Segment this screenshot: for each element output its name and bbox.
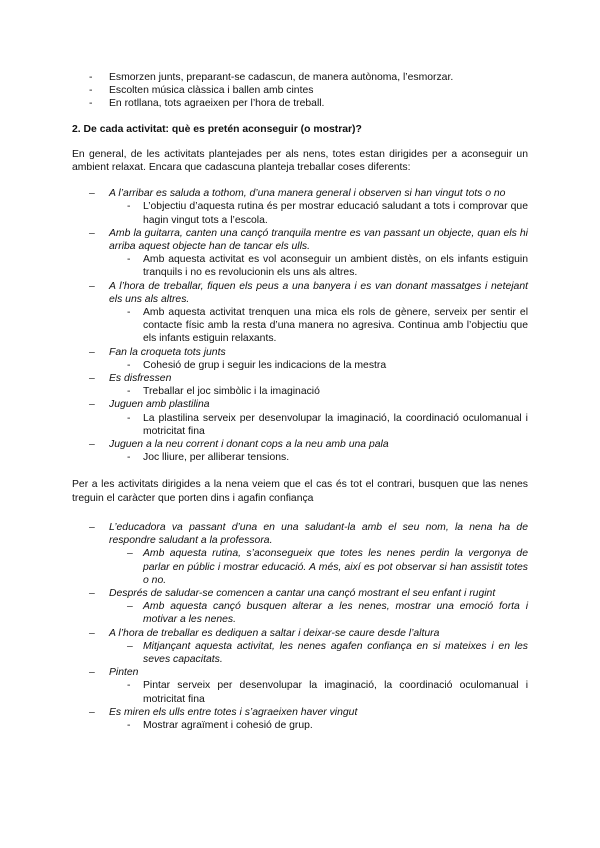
activity-list-girl xyxy=(72,521,528,732)
activity-purpose: – Amb aquesta cançó busquen alterar a les nenes, mostrar una emoció forta i motivar a les nenes. xyxy=(127,601,528,626)
activity-purpose: – Amb aquesta rutina, s’aconsegueix que totes les nenes perdin la vergonya de parlar en públic i mostrar educació. A més, així es pot observar si han assistit totes o no. xyxy=(127,548,528,586)
intro-list xyxy=(72,71,528,111)
list-item: - Esmorzen junts, preparant-se cadascun, de manera autònoma, l’esmorzar. xyxy=(89,72,454,83)
list-item: - Escolten música clàssica i ballen amb cintes xyxy=(89,85,314,97)
activity-purpose: - L’objectiu d’aquesta rutina és per mostrar educació saludant a tots i comprovar que hagin vingut tots a l’escola. xyxy=(127,201,528,226)
section-heading: 2. De cada activitat: què es pretén aconseguir (o mostrar)? xyxy=(72,123,362,135)
activity-purpose: – Mitjançant aquesta activitat, les nenes agafen confiança en si mateixes i en les seves capacitats. xyxy=(127,640,528,665)
activity-item: – Es disfressen xyxy=(89,373,172,385)
section-intro: Per a les activitats dirigides a la nena veiem que el cas és tot el contrari, busquen que las nenes treguin el caràcter que porten dins i agafin confiança xyxy=(72,479,528,504)
activity-purpose: - La plastilina serveix per desenvolupar la imaginació, la coordinació oculomanual i motricitat fina xyxy=(127,412,528,437)
activity-purpose: - Amb aquesta activitat trenquen una mica els rols de gènere, serveix per sentir el contacte físic amb la resta d’una manera no agresiva. Continua amb l’objectiu que els infants estiguin relaxants. xyxy=(127,307,528,345)
activity-item: – Fan la croqueta tots junts xyxy=(89,346,226,358)
activity-item: – A l’hora de treballar, fiquen els peus a una banyera i es van donant massatges i netejant els uns als altres. xyxy=(89,280,528,305)
section-intro: En general, de les activitats plantejades per als nens, totes estan dirigides per a aconseguir un ambient relaxat. Encara que cadascuna planteja treballar coses diferents: xyxy=(72,148,528,174)
document-content xyxy=(72,71,528,732)
activity-item: – L’educadora va passant d’una en una saludant-la amb el seu nom, la nena ha de respondre saludant a la professora. xyxy=(89,521,528,547)
activity-item: – Amb la guitarra, canten una cançó tranquila mentre es van passant un objecte, quan els hi arriba aquest objecte han de tancar els ulls. xyxy=(89,227,528,253)
activity-purpose: - Cohesió de grup i seguir les indicacions de la mestra xyxy=(127,359,387,371)
activity-purpose: - Amb aquesta activitat es vol aconseguir un ambient distès, on els infants estiguin tranquils i no es revolucionin els uns als altres. xyxy=(127,254,528,279)
activity-purpose: - Joc lliure, per alliberar tensions. xyxy=(127,452,290,464)
activity-item: – Juguen amb plastilina xyxy=(89,399,210,411)
activity-item: – Després de saludar-se comencen a cantar una cançó mostrant el seu enfant i rugint xyxy=(89,587,496,599)
activity-item: – A l’hora de treballar es dediquen a saltar i deixar-se caure desde l’altura xyxy=(89,627,440,639)
list-item: - En rotllana, tots agraeixen per l’hora de treball. xyxy=(89,98,325,110)
activity-purpose: - Pintar serveix per desenvolupar la imaginació, la coordinació oculomanual i motricitat fina xyxy=(127,680,528,705)
activity-item: – A l’arribar es saluda a tothom, d’una manera general i observen si han vingut tots o no xyxy=(89,188,506,200)
activity-purpose: - Treballar el joc simbòlic i la imaginació xyxy=(127,386,320,398)
activity-item: – Pinten xyxy=(89,667,139,679)
activity-item: – Juguen a la neu corrent i donant cops a la neu amb una pala xyxy=(89,439,389,451)
activity-purpose: - Mostrar agraïment i cohesió de grup. xyxy=(127,719,313,731)
activity-item: – Es miren els ulls entre totes i s’agraeixen haver vingut xyxy=(89,706,358,718)
activity-list xyxy=(72,187,528,464)
